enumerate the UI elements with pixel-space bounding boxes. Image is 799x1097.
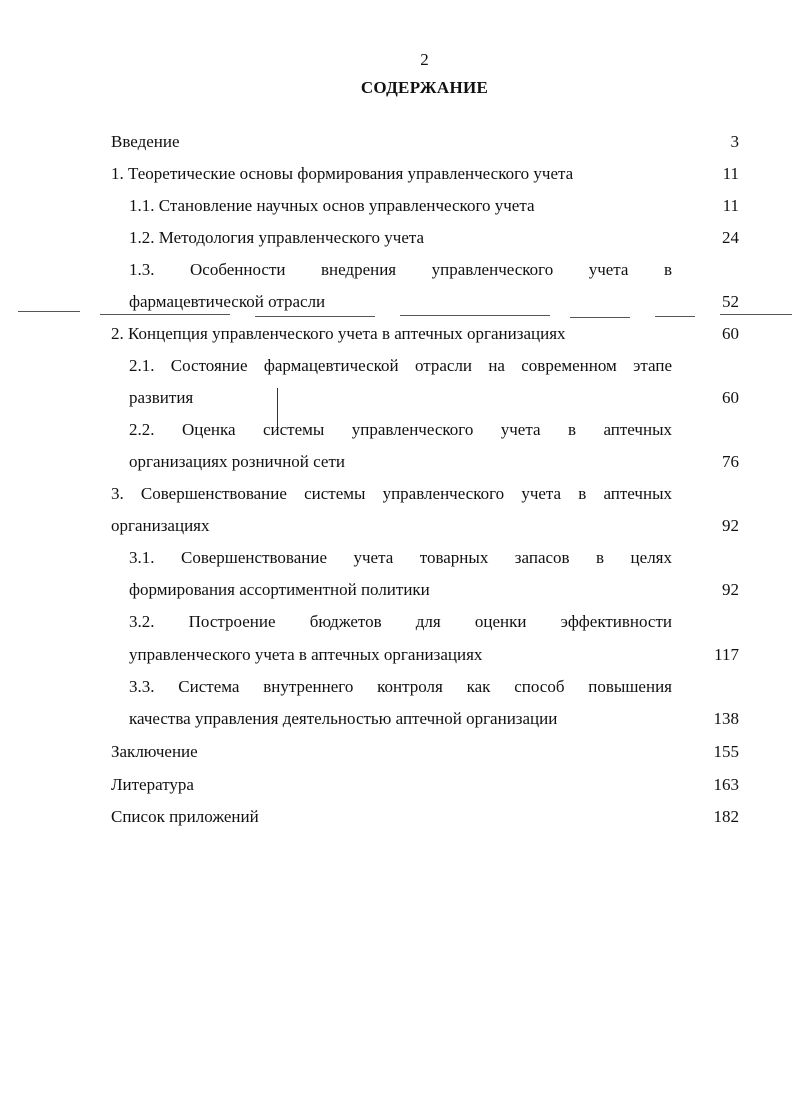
toc-page-number: 52 <box>722 292 739 311</box>
scan-artifact-line <box>100 314 230 315</box>
toc-page-number: 60 <box>722 324 739 343</box>
toc-page-number: 182 <box>713 807 739 826</box>
toc-page-number: 11 <box>722 164 739 183</box>
toc-entry-chapter-1[interactable]: 1. Теоретические основы формирования управленческого учета <box>111 164 574 183</box>
toc-entry-introduction[interactable]: Введение <box>111 132 180 151</box>
toc-page-number: 117 <box>714 645 739 664</box>
toc-entry-section-3-3[interactable]: 3.3. Система внутреннего контроля как способ повышения <box>129 677 672 696</box>
toc-page-number: 155 <box>713 742 739 761</box>
toc-entry-chapter-3[interactable]: 3. Совершенствование системы управленческого учета в аптечных <box>111 484 672 503</box>
toc-entry-conclusion[interactable]: Заключение <box>111 742 198 761</box>
page-title: СОДЕРЖАНИЕ <box>360 78 489 97</box>
toc-page-number: 3 <box>730 132 739 151</box>
toc-entry-section-3-2-cont[interactable]: управленческого учета в аптечных организациях <box>129 645 483 664</box>
toc-entry-section-3-1[interactable]: 3.1. Совершенствование учета товарных запасов в целях <box>129 548 672 567</box>
toc-page-number: 76 <box>722 452 739 471</box>
toc-entry-section-3-2[interactable]: 3.2. Построение бюджетов для оценки эффективности <box>129 612 672 631</box>
scan-artifact-line <box>655 316 695 317</box>
toc-entry-section-1-2[interactable]: 1.2. Методология управленческого учета <box>129 228 425 247</box>
toc-page-number: 24 <box>722 228 739 247</box>
scan-artifact-line <box>18 311 80 312</box>
toc-entry-references[interactable]: Литература <box>111 775 194 794</box>
toc-entry-section-2-2-cont[interactable]: организациях розничной сети <box>129 452 345 471</box>
toc-entry-section-2-2[interactable]: 2.2. Оценка системы управленческого учета в аптечных <box>129 420 672 439</box>
scan-artifact-line <box>400 315 550 316</box>
toc-entry-section-3-3-cont[interactable]: качества управления деятельностью аптечной организации <box>129 709 558 728</box>
scan-artifact-line <box>570 317 630 318</box>
toc-page-number: 60 <box>722 388 739 407</box>
toc-page-number: 11 <box>722 196 739 215</box>
toc-page-number: 92 <box>722 580 739 599</box>
toc-entry-section-1-3-cont[interactable]: фармацевтической отрасли <box>129 292 326 311</box>
toc-page-number: 138 <box>713 709 739 728</box>
toc-entry-appendices[interactable]: Список приложений <box>111 807 259 826</box>
toc-entry-section-2-1-cont[interactable]: развития <box>129 388 194 407</box>
toc-entry-section-2-1[interactable]: 2.1. Состояние фармацевтической отрасли на современном этапе <box>129 356 672 375</box>
toc-entry-section-1-1[interactable]: 1.1. Становление научных основ управленческого учета <box>129 196 535 215</box>
scan-artifact-line <box>255 316 375 317</box>
toc-entry-chapter-3-cont[interactable]: организациях <box>111 516 210 535</box>
toc-entry-section-1-3[interactable]: 1.3. Особенности внедрения управленческого учета в <box>129 260 672 279</box>
scan-artifact-line <box>720 314 792 315</box>
toc-page-number: 92 <box>722 516 739 535</box>
toc-entry-chapter-2[interactable]: 2. Концепция управленческого учета в аптечных организациях <box>111 324 566 343</box>
toc-entry-section-3-1-cont[interactable]: формирования ассортиментной политики <box>129 580 430 599</box>
toc-page-number: 163 <box>713 775 739 794</box>
page-number: 2 <box>420 50 429 69</box>
